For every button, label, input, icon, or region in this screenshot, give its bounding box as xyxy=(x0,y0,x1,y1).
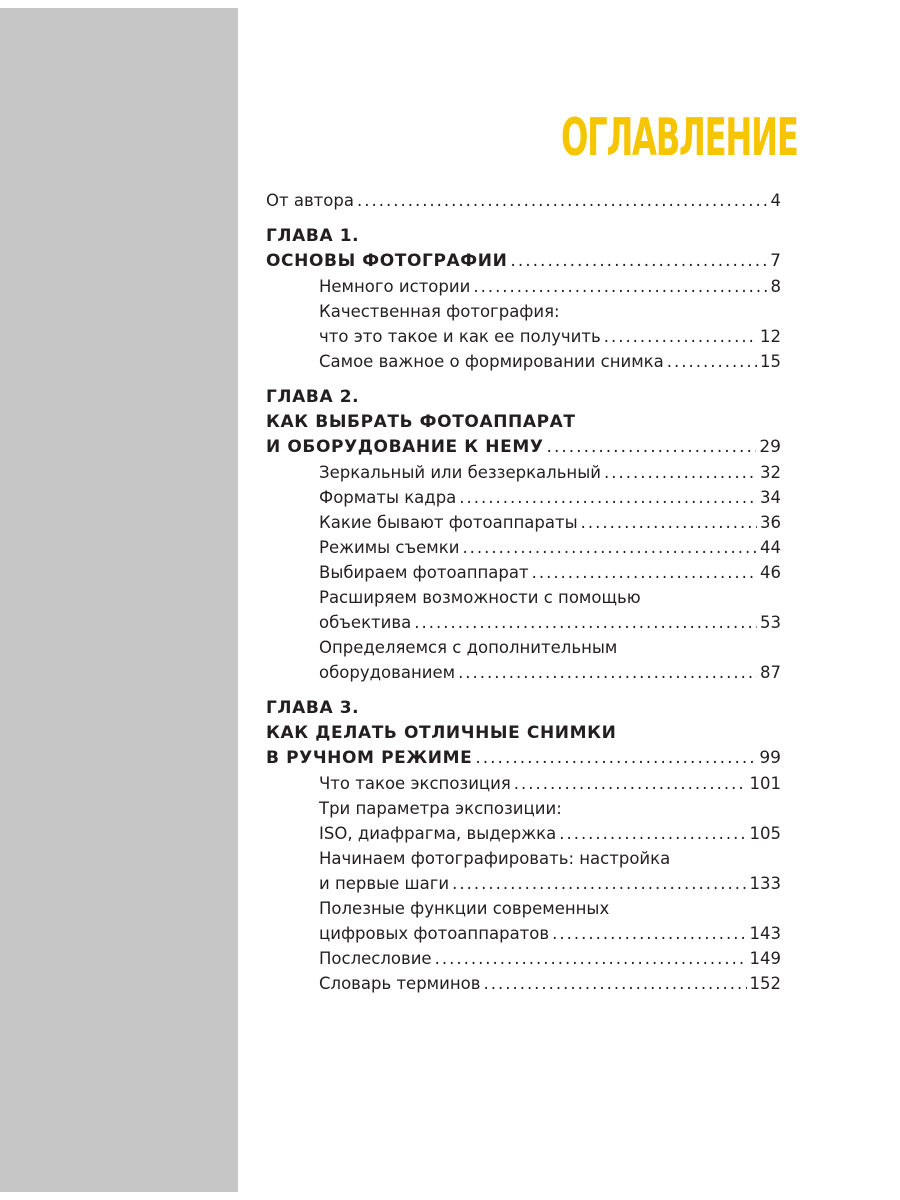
toc-page-number: 99 xyxy=(759,748,781,768)
chapter-heading-line[interactable] xyxy=(266,249,781,274)
dot-leader xyxy=(547,435,757,460)
toc-page-number: 101 xyxy=(749,774,781,793)
chapter-title: И ОБОРУДОВАНИЕ К НЕМУ xyxy=(266,437,544,457)
chapter-heading-line[interactable] xyxy=(266,721,781,746)
toc-entry[interactable] xyxy=(266,660,781,685)
toc-page-number: 143 xyxy=(749,924,781,943)
toc-page-number: 133 xyxy=(749,874,781,893)
toc-page-number: 87 xyxy=(760,663,781,682)
toc-page-number: 36 xyxy=(760,513,781,532)
toc-page-number: 7 xyxy=(770,251,781,271)
toc-entry[interactable] xyxy=(266,510,781,535)
toc-entry[interactable] xyxy=(266,324,781,349)
toc-page-number: 4 xyxy=(770,191,781,210)
toc-entry-label: Самое важное о формировании снимка xyxy=(319,352,664,371)
toc-entry[interactable] xyxy=(266,485,781,510)
toc-entry[interactable] xyxy=(266,896,781,921)
toc-page-number: 105 xyxy=(749,824,781,843)
toc-entry[interactable] xyxy=(266,460,781,485)
chapter-heading-line[interactable] xyxy=(266,385,781,410)
toc-entry[interactable] xyxy=(266,946,781,971)
toc-entry[interactable] xyxy=(266,821,781,846)
toc-entry[interactable] xyxy=(266,921,781,946)
toc-entry-label: Немного истории xyxy=(319,277,471,296)
toc-page-number: 34 xyxy=(760,488,781,507)
dot-leader xyxy=(414,610,757,635)
toc-entry-label: Качественная фотография: xyxy=(319,302,560,321)
page-title: ОГЛАВЛЕНИЕ xyxy=(560,108,798,168)
toc-page-number: 8 xyxy=(770,277,781,296)
chapter-heading-line[interactable] xyxy=(266,435,781,460)
dot-leader xyxy=(559,821,746,846)
toc-entry-label: Зеркальный или беззеркальный xyxy=(319,463,601,482)
chapter-1 xyxy=(266,224,781,374)
toc-page-number: 149 xyxy=(749,949,781,968)
toc-entry-label: объектива xyxy=(319,613,412,632)
dot-leader xyxy=(435,946,747,971)
toc-entry-label: оборудованием xyxy=(319,663,456,682)
toc-entry[interactable] xyxy=(266,846,781,871)
toc-entry-label: Режимы съемки xyxy=(319,538,460,557)
dot-leader xyxy=(510,249,767,274)
chapter-number: ГЛАВА 2. xyxy=(266,387,360,407)
toc-entry-label: Расширяем возможности с помощью xyxy=(319,588,641,607)
toc-entry-label: Выбираем фотоаппарат xyxy=(319,563,529,582)
toc-entry-label: Начинаем фотографировать: настройка xyxy=(319,849,671,868)
toc-entry-label: и первые шаги xyxy=(319,874,450,893)
toc-entry-label: Что такое экспозиция xyxy=(319,774,511,793)
toc-page-number: 12 xyxy=(760,327,781,346)
toc-page-number: 32 xyxy=(760,463,781,482)
dot-leader xyxy=(667,349,757,374)
toc-entry-label: ISO, диафрагма, выдержка xyxy=(319,824,557,843)
toc-page-number: 15 xyxy=(760,352,781,371)
toc-entry[interactable] xyxy=(266,635,781,660)
toc-entry-label: Полезные функции современных xyxy=(319,899,610,918)
toc-page-number: 29 xyxy=(759,437,781,457)
toc-entry[interactable] xyxy=(266,585,781,610)
gray-sidebar xyxy=(0,8,238,1192)
toc-entry-label: Три параметра экспозиции: xyxy=(319,799,562,818)
chapter-title: В РУЧНОМ РЕЖИМЕ xyxy=(266,748,473,768)
toc-entry[interactable] xyxy=(266,971,781,996)
toc-entry-label: что это такое и как ее получить xyxy=(319,327,601,346)
toc-entry-label: Форматы кадра xyxy=(319,488,457,507)
toc-entry[interactable] xyxy=(266,299,781,324)
toc-entry[interactable] xyxy=(266,771,781,796)
toc-page-number: 46 xyxy=(760,563,781,582)
dot-leader xyxy=(552,921,746,946)
toc-entry-label: От автора xyxy=(266,191,354,210)
toc-entry-label: Словарь терминов xyxy=(319,974,481,993)
chapter-heading-line[interactable] xyxy=(266,410,781,435)
dot-leader xyxy=(604,324,757,349)
chapter-title: ОСНОВЫ ФОТОГРАФИИ xyxy=(266,251,508,271)
chapter-title: КАК ВЫБРАТЬ ФОТОАППАРАТ xyxy=(266,412,576,432)
dot-leader xyxy=(473,274,767,299)
dot-leader xyxy=(532,560,757,585)
toc-entry[interactable] xyxy=(266,560,781,585)
toc-entry[interactable] xyxy=(266,871,781,896)
dot-leader xyxy=(452,871,746,896)
chapter-heading-line[interactable] xyxy=(266,696,781,721)
dot-leader xyxy=(462,535,757,560)
toc-entry[interactable] xyxy=(266,535,781,560)
table-of-contents xyxy=(266,188,781,996)
dot-leader xyxy=(604,460,757,485)
chapter-number: ГЛАВА 1. xyxy=(266,226,360,246)
toc-page-number: 53 xyxy=(760,613,781,632)
toc-entry-label: цифровых фотоаппаратов xyxy=(319,924,550,943)
dot-leader xyxy=(357,188,768,213)
toc-page-number: 152 xyxy=(749,974,781,993)
dot-leader xyxy=(458,660,757,685)
chapter-title: КАК ДЕЛАТЬ ОТЛИЧНЫЕ СНИМКИ xyxy=(266,723,617,743)
dot-leader xyxy=(483,971,746,996)
dot-leader xyxy=(475,746,756,771)
toc-page-number: 44 xyxy=(760,538,781,557)
chapter-heading-line[interactable] xyxy=(266,746,781,771)
dot-leader xyxy=(514,771,747,796)
toc-entry-label: Какие бывают фотоаппараты xyxy=(319,513,578,532)
chapter-2 xyxy=(266,385,781,685)
dot-leader xyxy=(459,485,757,510)
toc-entry-intro[interactable] xyxy=(266,188,781,213)
toc-entry-label: Послесловие xyxy=(319,949,432,968)
toc-entry[interactable] xyxy=(266,274,781,299)
chapter-3 xyxy=(266,696,781,996)
toc-entry[interactable] xyxy=(266,610,781,635)
toc-entry-label: Определяемся с дополнительным xyxy=(319,638,618,657)
chapter-heading-line[interactable] xyxy=(266,224,781,249)
toc-entry[interactable] xyxy=(266,349,781,374)
dot-leader xyxy=(581,510,757,535)
toc-entry[interactable] xyxy=(266,796,781,821)
chapter-number: ГЛАВА 3. xyxy=(266,698,360,718)
